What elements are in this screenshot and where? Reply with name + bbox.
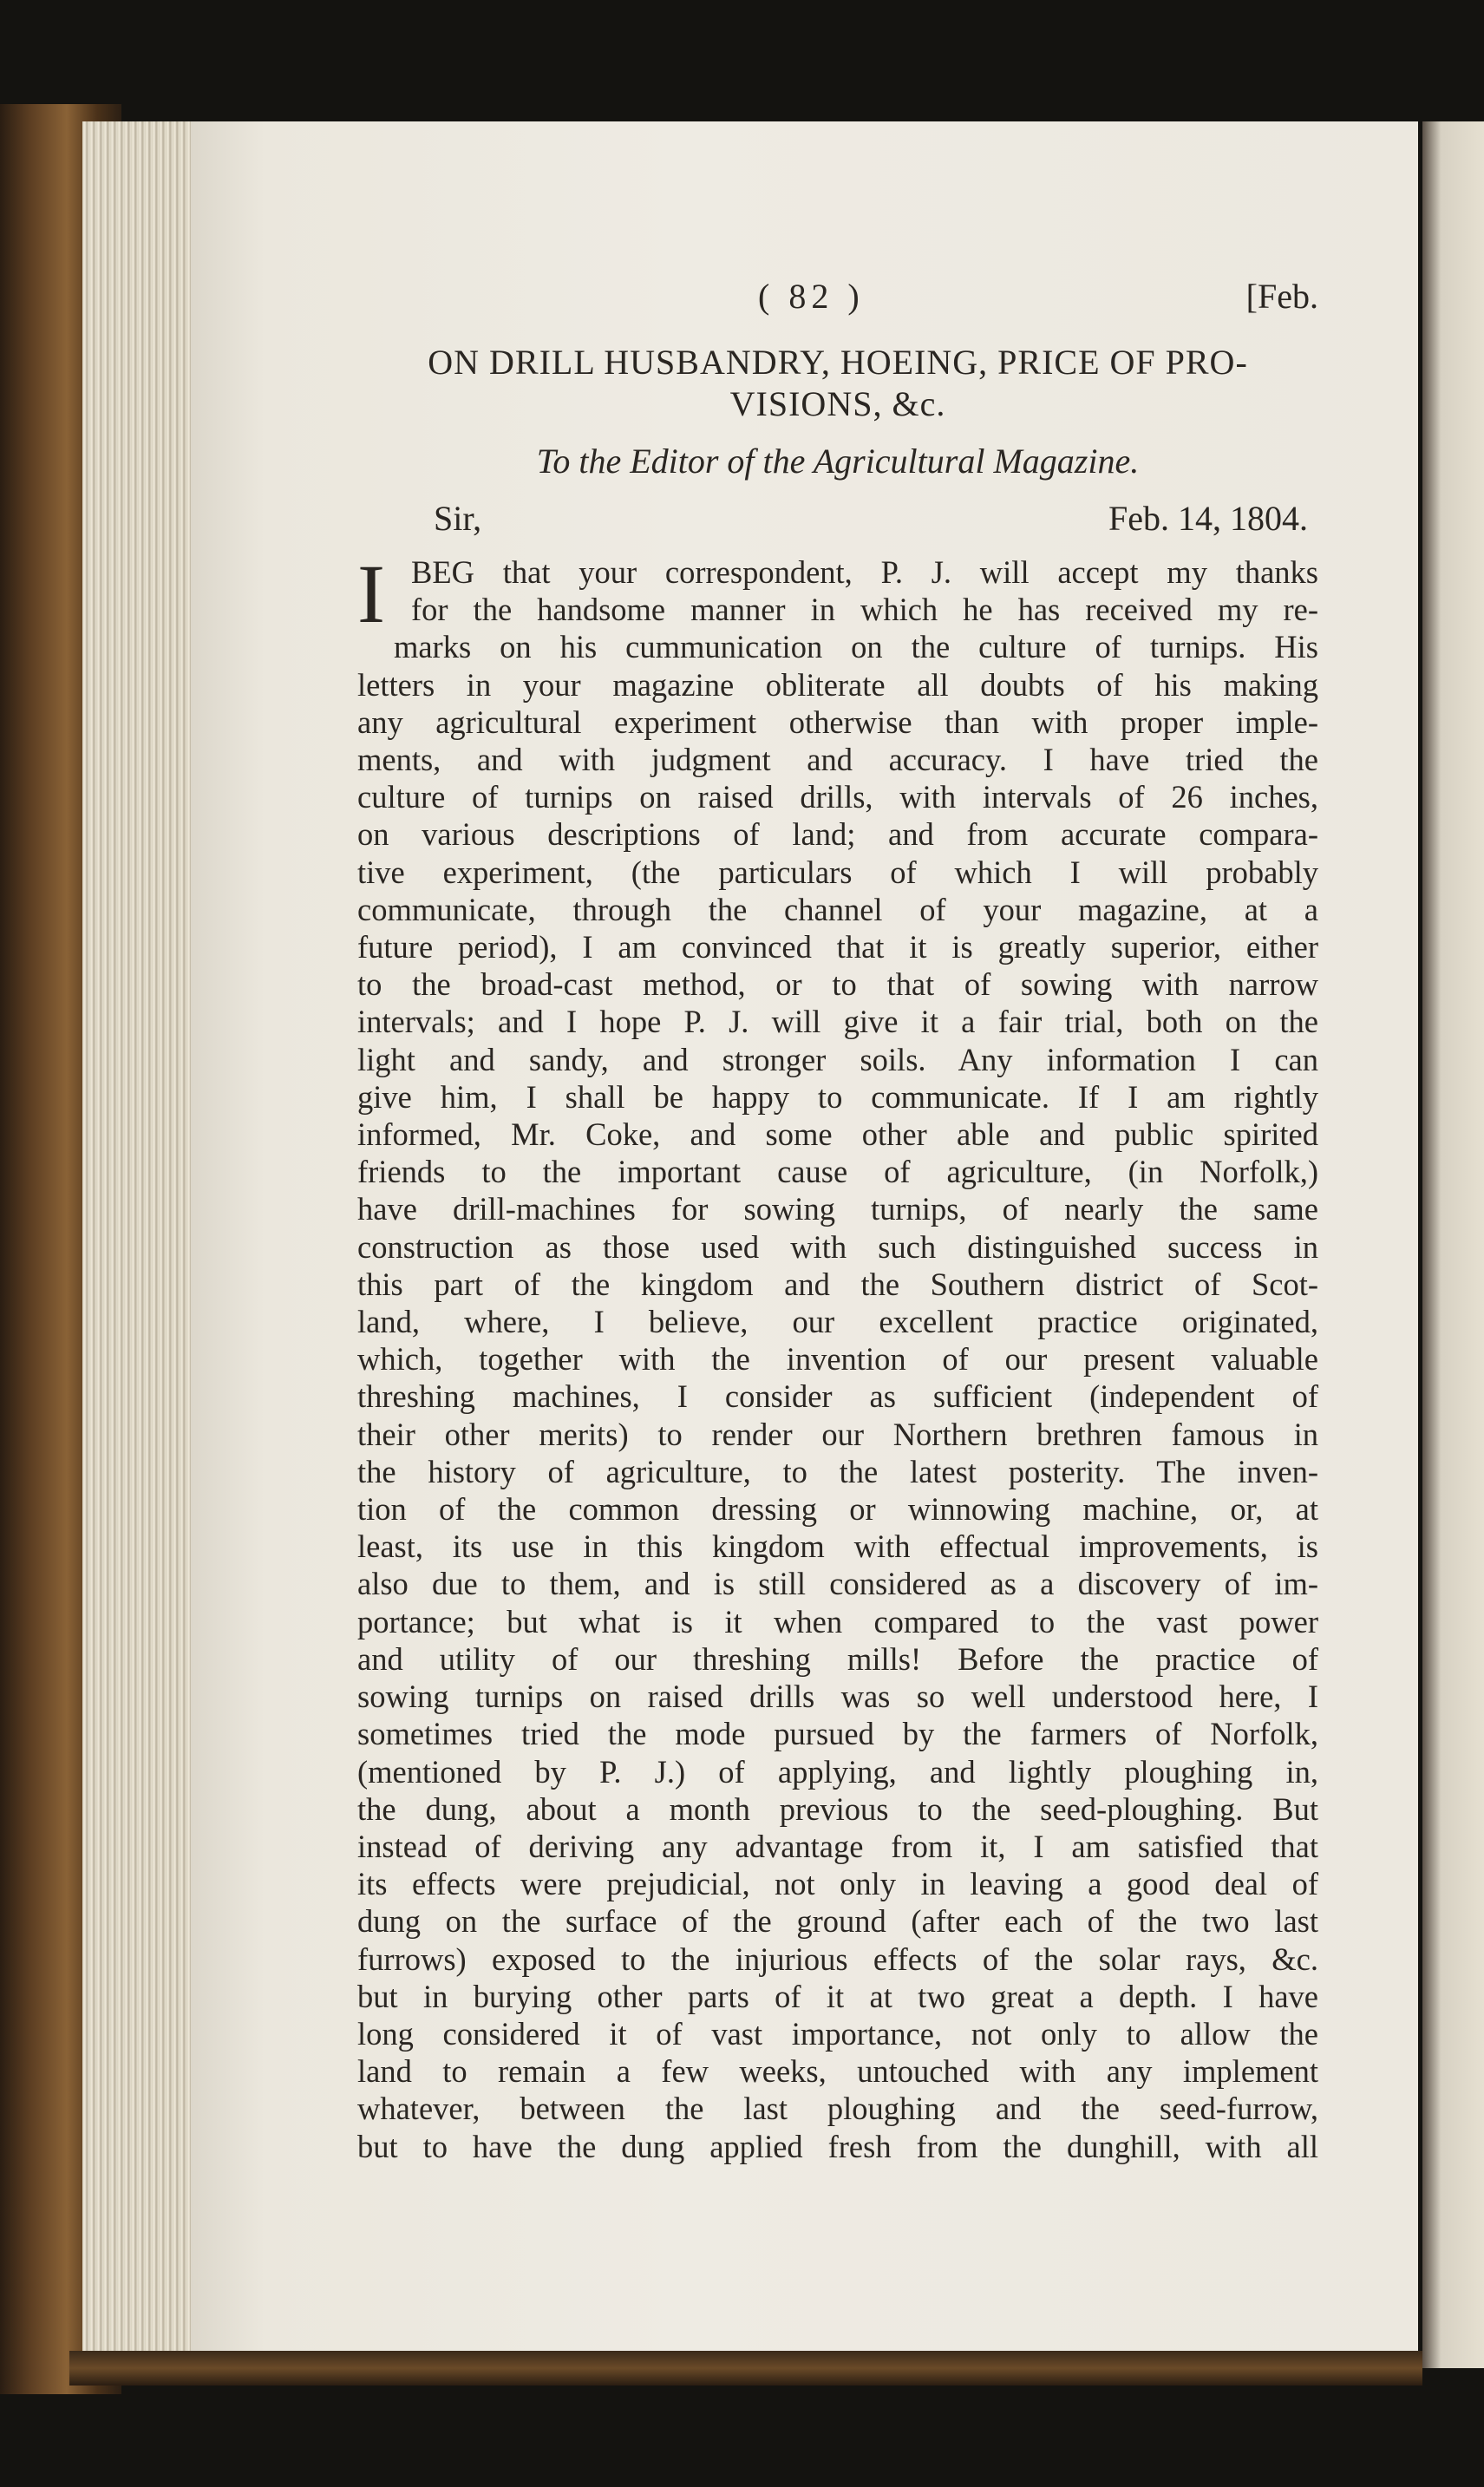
page-number: ( 82 ) [758,277,865,316]
text-line: construction as those used with such distinguished success in [357,1228,1318,1265]
facing-page-edge [1422,121,1484,2368]
text-line: furrows) exposed to the injurious effects of the solar rays, &c. [357,1941,1318,1977]
drop-cap: I [357,547,385,640]
article-title-line: ON DRILL HUSBANDRY, HOEING, PRICE OF PRO- [428,343,1248,382]
text-line: informed, Mr. Coke, and some other able and public spirited [357,1116,1318,1153]
letter-date: Feb. 14, 1804. [1108,499,1308,538]
greeting: Sir, [434,499,482,538]
text-line: this part of the kingdom and the Southern district of Scot- [357,1266,1318,1302]
text-line: marks on his cummunication on the culture of turnips. His [393,629,1318,665]
text-line: tive experiment, (the particulars of which I will probably [357,854,1318,890]
running-header [357,276,1318,330]
article-title [357,342,1318,425]
text-line: instead of deriving any advantage from it, I am satisfied that [357,1828,1318,1864]
text-line: which, together with the invention of our present valuable [357,1341,1318,1378]
text-line: dung on the surface of the ground (after each of the two last [357,1903,1318,1940]
text-line: light and sandy, and stronger soils. Any information I can [357,1041,1318,1077]
text-line: on various descriptions of land; and from accurate compara- [357,816,1318,853]
text-line: and utility of our threshing mills! Before the practice of [357,1640,1318,1677]
page-edges [82,121,204,2368]
text-line: threshing machines, I consider as sufficient (independent of [357,1378,1318,1415]
text-line: but in burying other parts of it at two great a depth. I have [357,1978,1318,2014]
text-line: sowing turnips on raised drills was so well understood here, I [357,1679,1318,1715]
text-line: land to remain a few weeks, untouched with any implement [357,2053,1318,2090]
text-line: long considered it of vast importance, not only to allow the [357,2015,1318,2052]
text-line: least, its use in this kingdom with effectual improvements, is [357,1528,1318,1565]
text-line: (mentioned by P. J.) of applying, and lightly ploughing in, [357,1753,1318,1790]
text-line: have drill-machines for sowing turnips, of nearly the same [357,1191,1318,1227]
text-line: intervals; and I hope P. J. will give it a fair trial, both on the [357,1004,1318,1040]
text-line: ments, and with judgment and accuracy. I have tried the [357,742,1318,778]
text-line: culture of turnips on raised drills, with intervals of 26 inches, [357,779,1318,815]
text-line: whatever, between the last ploughing and the seed-furrow, [357,2091,1318,2127]
text-line: for the handsome manner in which he has received my re- [411,592,1318,628]
article-title-line: VISIONS, &c. [729,384,946,423]
page-text-block [357,276,1318,2165]
text-line: to the broad-cast method, or to that of sowing with narrow [357,966,1318,1003]
text-line: give him, I shall be happy to communicate. If I am rightly [357,1078,1318,1115]
text-line: communicate, through the channel of your magazine, at a [357,891,1318,927]
greeting-line [357,498,1318,540]
text-line: also due to them, and is still considered as a discovery of im- [357,1566,1318,1602]
text-line: the history of agriculture, to the latest posterity. The inven- [357,1453,1318,1489]
text-line: friends to the important cause of agriculture, (in Norfolk,) [357,1154,1318,1190]
book-bottom-edge [69,2351,1422,2386]
text-line: land, where, I believe, our excellent practice originated, [357,1304,1318,1340]
text-line: their other merits) to render our Northern brethren famous in [357,1416,1318,1452]
text-line: portance; but what is it when compared to the vast power [357,1603,1318,1639]
text-line: sometimes tried the mode pursued by the farmers of Norfolk, [357,1716,1318,1752]
text-line: but to have the dung applied fresh from the dunghill, with all [357,2128,1318,2164]
text-line: tion of the common dressing or winnowing machine, or, at [357,1491,1318,1528]
text-line: BEG that your correspondent, P. J. will accept my thanks [411,554,1318,590]
text-line: future period), I am convinced that it is greatly superior, either [357,929,1318,965]
text-line: letters in your magazine obliterate all doubts of his making [357,666,1318,703]
salutation: To the Editor of the Agricultural Magazine. [536,442,1140,481]
text-line: the dung, about a month previous to the seed-ploughing. But [357,1790,1318,1827]
running-head-month: [Feb. [1245,277,1318,316]
text-line: its effects were prejudicial, not only in leaving a good deal of [357,1866,1318,1902]
letter-body [357,547,1318,2165]
text-line: any agricultural experiment otherwise than with proper imple- [357,704,1318,740]
